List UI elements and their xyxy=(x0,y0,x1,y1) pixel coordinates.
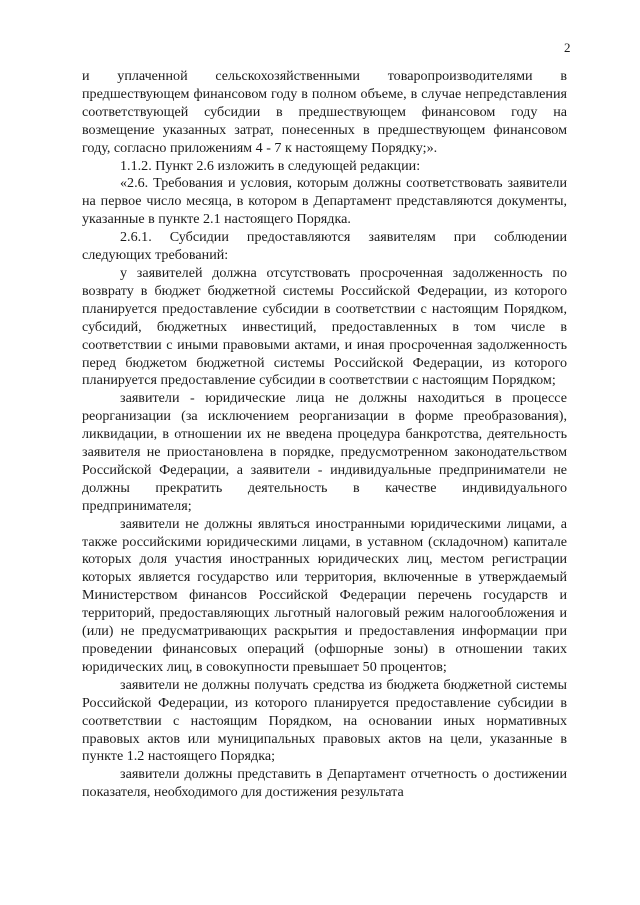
paragraph-continuation: и уплаченной сельскохозяйственными товаропроизводителями в предшествующем финансовом году в полном объеме, в случае непредставления соответствующей субсидии в предшествующем финансовом году на возмещение указанных затрат, понесенных в предшествующем финансовом году, согласно приложениям 4 - 7 к настоящему Порядку;». xyxy=(82,68,567,156)
requirement-no-reorganization: заявители - юридические лица не должны находиться в процессе реорганизации (за исключением реорганизации в форме преобразования), ликвидации, в отношении их не введена процедура банкротства, деятельность заявителя не приостановлена в порядке, предусмотренном законодательством Российской Федерации, а заявители - индивидуальные предприниматели не должны прекратить деятельность в качестве индивидуального предпринимателя; xyxy=(82,390,567,514)
page-number: 2 xyxy=(564,40,571,55)
requirement-no-other-funds: заявители не должны получать средства из бюджета бюджетной системы Российской Федерации, из которого планируется предоставление субсидии в соответствии с настоящим Порядком, на основании иных нормативных правовых актов или муниципальных правовых актов на цели, указанные в пункте 1.2 настоящего Порядка; xyxy=(82,676,567,765)
paragraph-2-6: «2.6. Требования и условия, которым должны соответствовать заявители на первое число месяца, в котором в Департамент представляются документы, указанные в пункте 2.1 настоящего Порядка. xyxy=(82,175,567,228)
paragraph-2-6-1: 2.6.1. Субсидии предоставляются заявителям при соблюдении следующих требований: xyxy=(82,229,567,264)
paragraph-1-1-2: 1.1.2. Пункт 2.6 изложить в следующей редакции: xyxy=(120,157,421,174)
requirement-no-debt: у заявителей должна отсутствовать просроченная задолженность по возврату в бюджет бюджетной системы Российской Федерации, из которого планируется предоставление субсидии в соответствии с настоящим Порядком, субсидий, бюджетных инвестиций, предоставленных в том числе в соответствии с иными правовыми актами, и иная просроченная задолженность перед бюджетом бюджетной системы Российской Федерации, из которого планируется предоставление субсидии в соответствии с настоящим Порядком; xyxy=(82,264,567,389)
requirement-reporting: заявители должны представить в Департамент отчетность о достижении показателя, необходимого для достижения результата xyxy=(82,766,567,801)
requirement-not-foreign: заявители не должны являться иностранными юридическими лицами, а также российскими юридическими лицами, в уставном (складочном) капитале которых доля участия иностранных юридических лиц, местом регистрации которых является государство или территория, включенные в утверждаемый Министерством финансов Российской Федерации перечень государств и территорий, предоставляющих льготный налоговый режим налогообложения и (или) не предусматривающих раскрытия и предоставления информации при проведении финансовых операций (офшорные зоны) в отношении таких юридических лиц, в совокупности превышает 50 процентов; xyxy=(82,515,567,675)
document-body xyxy=(82,68,567,802)
